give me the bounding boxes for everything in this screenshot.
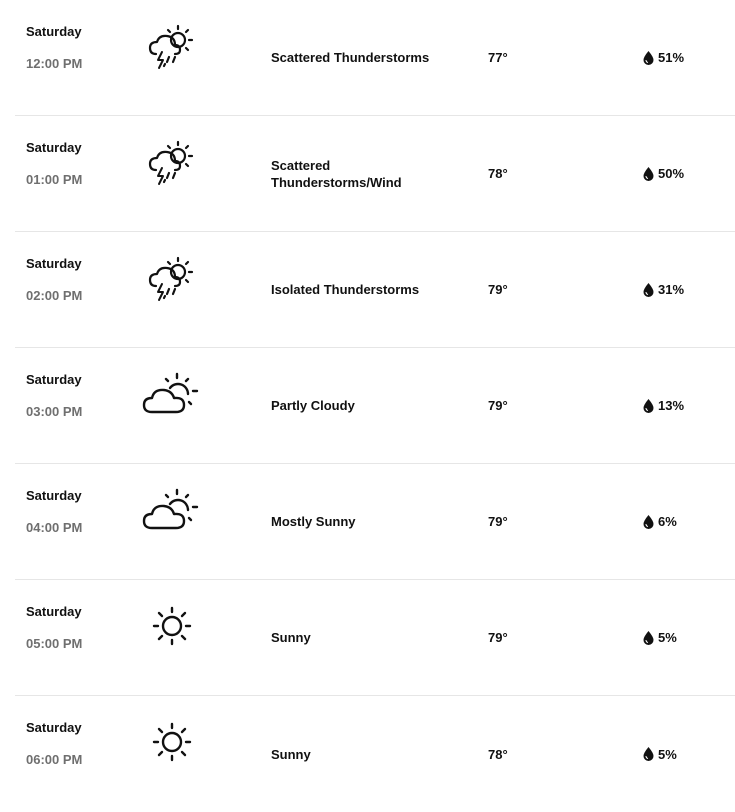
forecast-temperature: 78° (488, 746, 508, 762)
forecast-day: Saturday (26, 488, 82, 503)
forecast-temperature: 79° (488, 514, 508, 529)
forecast-temperature: 78° (488, 166, 508, 181)
forecast-day: Saturday (26, 140, 82, 155)
forecast-precipitation (643, 232, 684, 347)
raindrop-icon (643, 747, 654, 761)
forecast-row[interactable] (15, 696, 735, 812)
forecast-time: 02:00 PM (26, 288, 83, 303)
forecast-time: 04:00 PM (26, 520, 83, 535)
raindrop-icon (643, 399, 654, 413)
precipitation-chance: 13% (658, 398, 685, 413)
forecast-day: Saturday (26, 24, 82, 39)
forecast-row[interactable] (15, 464, 735, 580)
sun-icon (140, 714, 204, 770)
forecast-precipitation (643, 116, 684, 231)
thunderstorm-icon (140, 250, 204, 306)
forecast-time: 01:00 PM (26, 172, 83, 187)
forecast-condition: Scattered Thunderstorms/Wind (271, 157, 402, 190)
forecast-condition: Scattered Thunderstorms (271, 50, 430, 65)
forecast-time: 06:00 PM (26, 752, 83, 767)
forecast-precipitation (643, 0, 684, 115)
forecast-temperature: 79° (488, 282, 508, 297)
precipitation-chance: 6% (658, 514, 677, 529)
partly-cloudy-icon (140, 366, 204, 422)
raindrop-icon (643, 631, 654, 645)
forecast-row[interactable] (15, 232, 735, 348)
precipitation-chance: 50% (658, 166, 685, 181)
forecast-day: Saturday (26, 256, 82, 271)
forecast-day: Saturday (26, 604, 82, 619)
forecast-precipitation (643, 464, 677, 579)
forecast-condition: Sunny (271, 746, 311, 762)
sun-icon (140, 598, 204, 654)
thunderstorm-icon (140, 18, 204, 74)
forecast-temperature: 79° (488, 398, 508, 413)
thunderstorm-icon (140, 134, 204, 190)
forecast-time: 03:00 PM (26, 404, 83, 419)
raindrop-icon (643, 167, 654, 181)
forecast-time: 12:00 PM (26, 56, 83, 71)
precipitation-chance: 31% (658, 282, 685, 297)
forecast-day: Saturday (26, 372, 82, 387)
precipitation-chance: 5% (658, 630, 677, 645)
forecast-day: Saturday (26, 720, 82, 735)
precipitation-chance: 51% (658, 50, 685, 65)
forecast-condition: Partly Cloudy (271, 398, 355, 413)
forecast-precipitation (643, 580, 677, 695)
partly-cloudy-icon (140, 482, 204, 538)
forecast-row[interactable] (15, 116, 735, 232)
raindrop-icon (643, 51, 654, 65)
precipitation-chance: 5% (658, 746, 677, 762)
forecast-row[interactable] (15, 0, 735, 116)
raindrop-icon (643, 283, 654, 297)
forecast-precipitation (643, 348, 684, 463)
forecast-condition: Mostly Sunny (271, 514, 356, 529)
forecast-precipitation (643, 696, 677, 812)
raindrop-icon (643, 515, 654, 529)
forecast-row[interactable] (15, 348, 735, 464)
forecast-temperature: 77° (488, 50, 508, 65)
forecast-temperature: 79° (488, 630, 508, 645)
forecast-row[interactable] (15, 580, 735, 696)
forecast-condition: Isolated Thunderstorms (271, 282, 420, 297)
forecast-time: 05:00 PM (26, 636, 83, 651)
forecast-condition: Sunny (271, 630, 311, 645)
